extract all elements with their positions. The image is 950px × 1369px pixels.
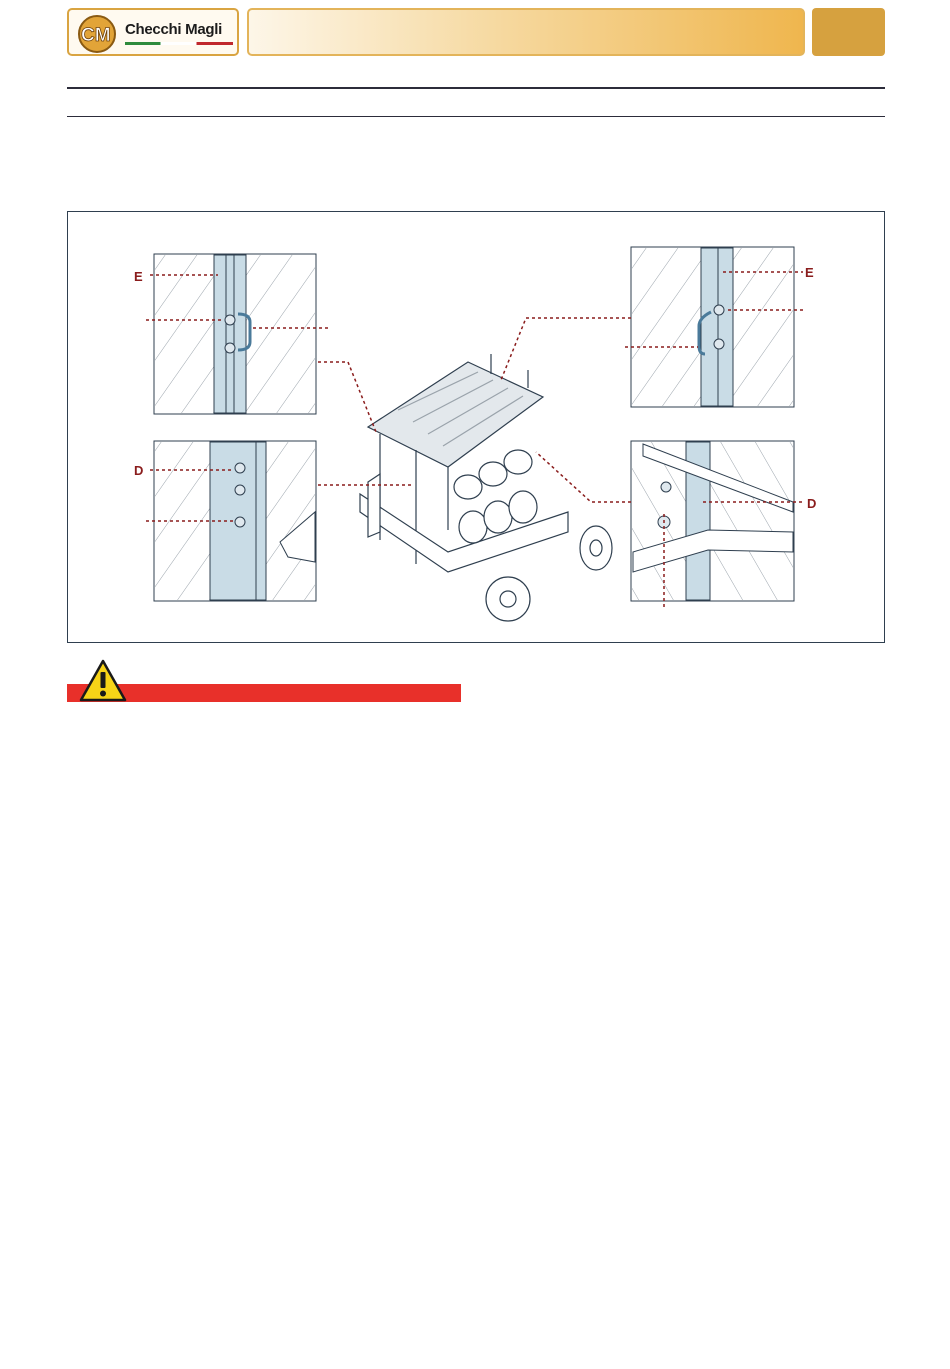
- brand-logo: [67, 8, 239, 56]
- page-number-tab: [812, 8, 885, 56]
- callout-label-d-right: D: [807, 496, 817, 511]
- callout-label-e-left: E: [134, 269, 143, 284]
- section-rule-top: [67, 87, 885, 89]
- assembly-figure: [67, 211, 885, 643]
- header-title-bar: [247, 8, 805, 56]
- detail-bottom-right: [631, 441, 794, 601]
- svg-text:CM: CM: [81, 25, 111, 46]
- callout-label-d-left: D: [134, 463, 144, 478]
- logo-stripe: [125, 42, 233, 45]
- detail-top-left: [154, 254, 316, 414]
- assembly-illustration: [68, 212, 886, 644]
- warning-triangle-icon: [78, 658, 128, 704]
- callout-label-e-right: E: [805, 265, 814, 280]
- section-rule-bottom: [67, 116, 885, 117]
- logo-brand-text: Checchi Magli: [125, 21, 222, 38]
- detail-top-right: [631, 247, 794, 407]
